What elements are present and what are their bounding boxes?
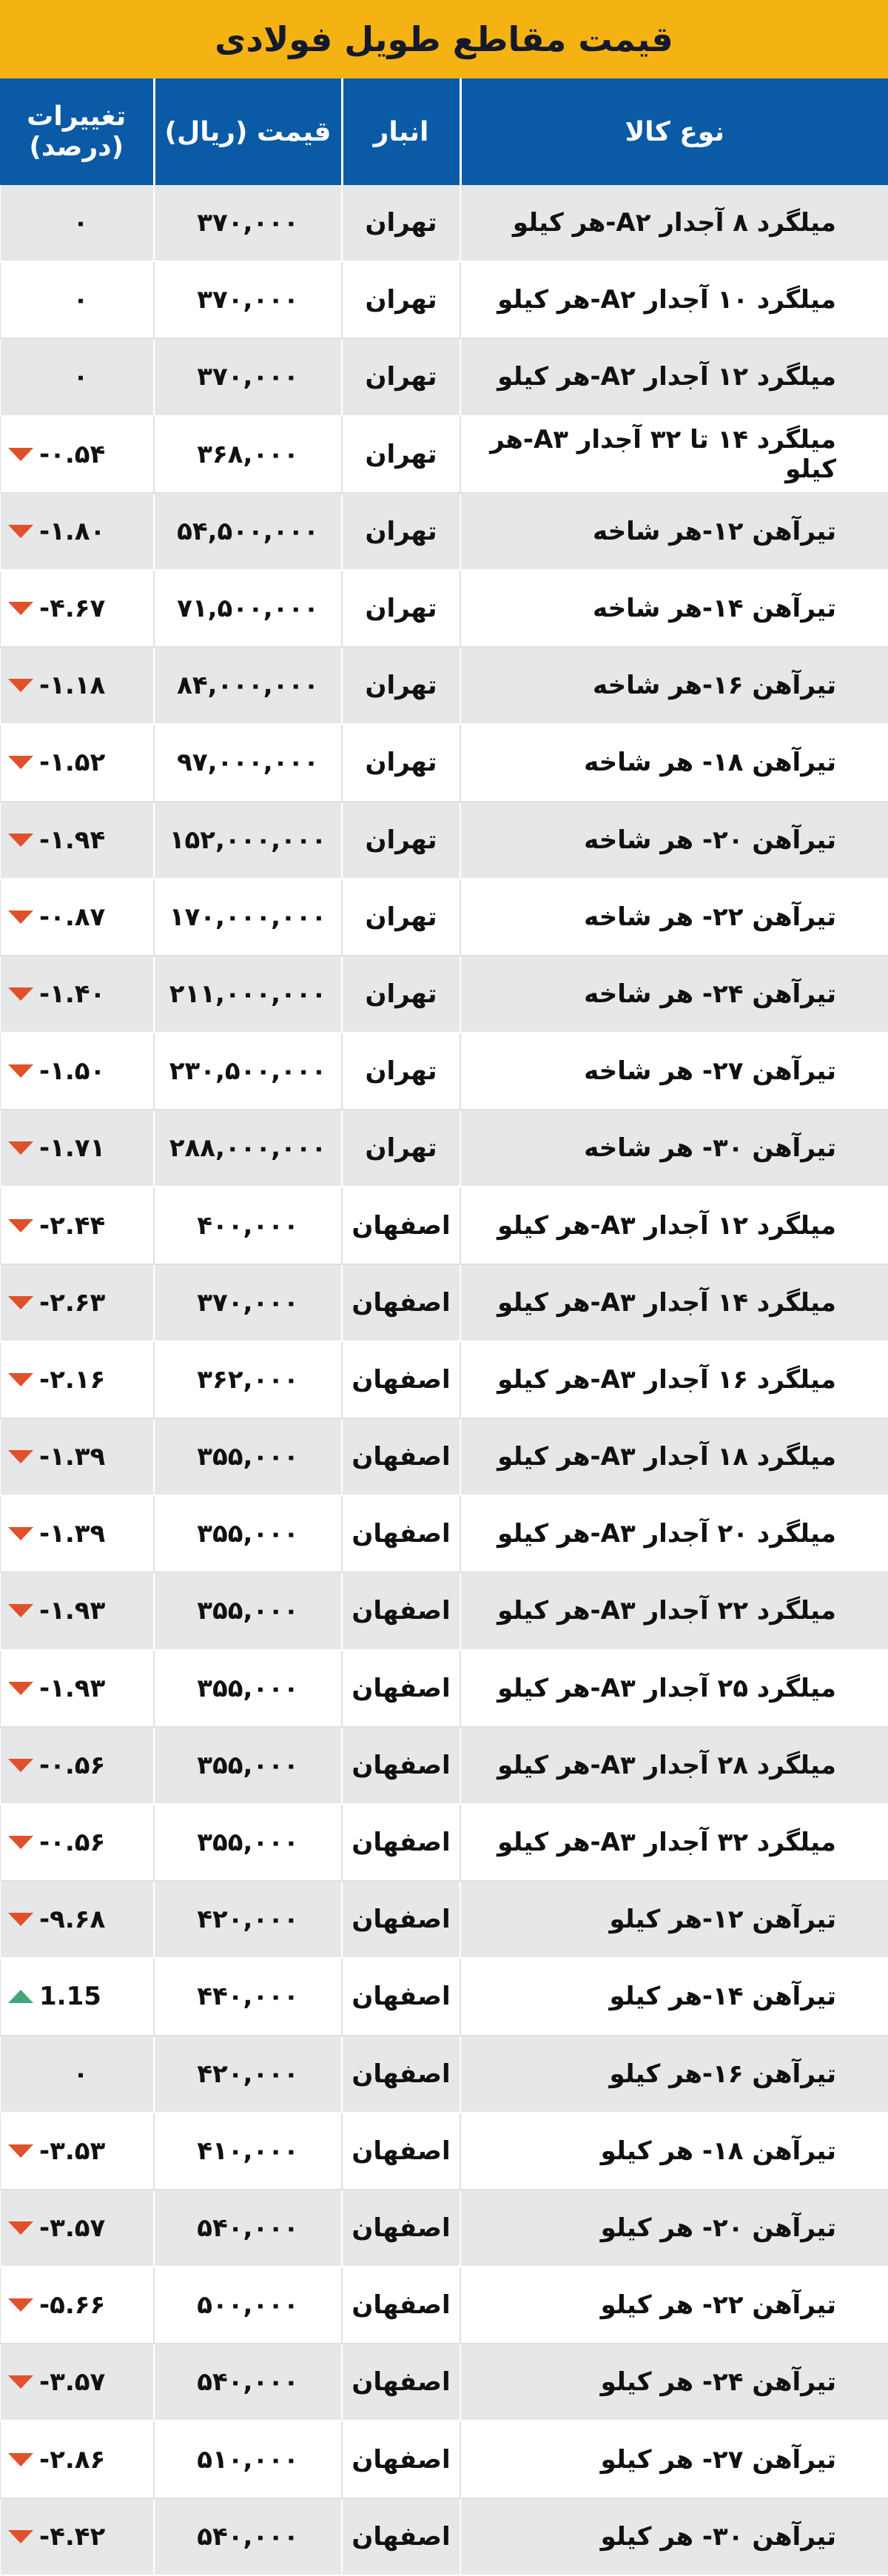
product-name-cell: تیرآهن ۱۶-هر شاخه: [460, 647, 888, 724]
product-name-cell: میلگرد ۱۰ آجدار A۲-هر کیلو: [460, 261, 888, 338]
change-wrapper: [8, 440, 153, 469]
triangle-down-icon: [8, 2530, 33, 2543]
warehouse-cell: اصفهان: [342, 1804, 460, 1881]
product-name-cell: میلگرد ۱۸ آجدار A۳-هر کیلو: [460, 1418, 888, 1495]
change-cell: [0, 956, 154, 1033]
product-name-cell: میلگرد ۸ آجدار A۲-هر کیلو: [460, 185, 888, 261]
table-row: [0, 493, 888, 570]
price-cell: ۴۴۰,۰۰۰: [154, 1958, 342, 2035]
change-value: -۱.۱۸: [39, 671, 106, 701]
warehouse-cell: تهران: [342, 647, 460, 724]
change-cell: [0, 2036, 154, 2113]
product-name-cell: تیرآهن ۱۶-هر کیلو: [460, 2036, 888, 2113]
price-cell: ۸۴,۰۰۰,۰۰۰: [154, 647, 342, 724]
product-name-cell: تیرآهن ۳۰- هر شاخه: [460, 1110, 888, 1187]
table-row: [0, 1495, 888, 1572]
change-wrapper: [8, 979, 153, 1009]
price-cell: ۳۵۵,۰۰۰: [154, 1418, 342, 1495]
price-cell: ۳۵۵,۰۰۰: [154, 1727, 342, 1804]
change-wrapper: [8, 671, 153, 700]
change-cell: [0, 2344, 154, 2421]
change-cell: [0, 1650, 154, 1727]
price-cell: ۳۶۸,۰۰۰: [154, 416, 342, 493]
change-value: ۰: [73, 208, 89, 238]
change-value: -۱.۳۹: [39, 1519, 106, 1549]
change-cell: [0, 1110, 154, 1187]
product-name-cell: میلگرد ۱۲ آجدار A۲-هر کیلو: [460, 338, 888, 415]
triangle-down-icon: [8, 910, 33, 924]
product-name-cell: تیرآهن ۲۰- هر شاخه: [460, 802, 888, 879]
change-value: -۰.۵۶: [39, 1828, 106, 1858]
change-wrapper: [8, 1365, 153, 1395]
change-value: -۱.۷۱: [39, 1133, 106, 1164]
change-value: -۳.۵۷: [39, 2213, 106, 2243]
change-value: -۰.۵۶: [39, 1750, 106, 1780]
warehouse-cell: اصفهان: [342, 2498, 460, 2575]
change-value: -۲.۴۴: [39, 1210, 106, 1241]
price-cell: ۷۱,۵۰۰,۰۰۰: [154, 570, 342, 647]
change-wrapper: [8, 1674, 153, 1703]
change-wrapper: [8, 1982, 153, 2011]
change-wrapper: [8, 1828, 153, 1857]
change-cell: [0, 1341, 154, 1418]
change-wrapper: [8, 362, 153, 392]
warehouse-cell: اصفهان: [342, 1495, 460, 1572]
table-row: [0, 2498, 888, 2575]
change-wrapper: [8, 517, 153, 546]
triangle-down-icon: [8, 987, 33, 1001]
price-table: [0, 78, 888, 2576]
change-value: -۱.۴۰: [39, 979, 106, 1009]
product-name-cell: تیرآهن ۲۲- هر شاخه: [460, 879, 888, 956]
change-cell: [0, 802, 154, 879]
change-value: -۱.۹۳: [39, 1673, 106, 1703]
change-value: -۹.۶۸: [39, 1905, 106, 1935]
table-row: [0, 1727, 888, 1804]
change-cell: [0, 2498, 154, 2575]
triangle-down-icon: [8, 1219, 33, 1232]
warehouse-cell: اصفهان: [342, 1187, 460, 1264]
warehouse-cell: اصفهان: [342, 2344, 460, 2421]
header-product: نوع کالا: [460, 78, 888, 185]
table-row: [0, 1958, 888, 2035]
change-cell: [0, 1264, 154, 1341]
table-row: [0, 1187, 888, 1264]
triangle-down-icon: [8, 1064, 33, 1078]
triangle-down-icon: [8, 2375, 33, 2389]
price-cell: ۵۴۰,۰۰۰: [154, 2344, 342, 2421]
warehouse-cell: تهران: [342, 724, 460, 801]
change-value: -۰.۸۷: [39, 902, 106, 932]
price-cell: ۲۳۰,۵۰۰,۰۰۰: [154, 1033, 342, 1110]
change-value: -۴.۶۷: [39, 594, 106, 624]
triangle-down-icon: [8, 1373, 33, 1386]
table-row: [0, 2344, 888, 2421]
table-row: [0, 1264, 888, 1341]
change-cell: [0, 1958, 154, 2035]
product-name-cell: تیرآهن ۱۴-هر کیلو: [460, 1958, 888, 2035]
triangle-down-icon: [8, 1296, 33, 1309]
warehouse-cell: اصفهان: [342, 1650, 460, 1727]
change-cell: [0, 1727, 154, 1804]
warehouse-cell: اصفهان: [342, 1958, 460, 2035]
warehouse-cell: اصفهان: [342, 1341, 460, 1418]
triangle-down-icon: [8, 2298, 33, 2312]
change-wrapper: [8, 2445, 153, 2475]
change-cell: [0, 570, 154, 647]
price-cell: ۳۷۰,۰۰۰: [154, 1264, 342, 1341]
change-cell: [0, 1572, 154, 1649]
price-cell: ۱۵۲,۰۰۰,۰۰۰: [154, 802, 342, 879]
change-cell: [0, 416, 154, 493]
triangle-down-icon: [8, 2453, 33, 2466]
change-value: -۱.۸۰: [39, 516, 106, 546]
price-cell: ۴۲۰,۰۰۰: [154, 1881, 342, 1958]
change-cell: [0, 493, 154, 570]
table-row: [0, 1418, 888, 1495]
price-cell: ۳۷۰,۰۰۰: [154, 338, 342, 415]
product-name-cell: میلگرد ۲۰ آجدار A۳-هر کیلو: [460, 1495, 888, 1572]
triangle-down-icon: [8, 1450, 33, 1463]
price-cell: ۵۴۰,۰۰۰: [154, 2190, 342, 2267]
table-row: [0, 338, 888, 415]
warehouse-cell: تهران: [342, 416, 460, 493]
triangle-down-icon: [8, 756, 33, 769]
warehouse-cell: تهران: [342, 879, 460, 956]
warehouse-cell: اصفهان: [342, 2113, 460, 2190]
warehouse-cell: اصفهان: [342, 1727, 460, 1804]
change-value: -۱.۹۴: [39, 825, 106, 855]
change-wrapper: [8, 2367, 153, 2397]
change-value: -۱.۵۰: [39, 1056, 106, 1087]
table-row: [0, 879, 888, 956]
change-cell: [0, 2113, 154, 2190]
triangle-down-icon: [8, 602, 33, 615]
change-cell: [0, 724, 154, 801]
warehouse-cell: تهران: [342, 570, 460, 647]
table-row: [0, 956, 888, 1033]
warehouse-cell: تهران: [342, 956, 460, 1033]
change-wrapper: [8, 208, 153, 238]
header-price: قیمت (ریال): [154, 78, 342, 185]
table-row: [0, 1341, 888, 1418]
price-cell: ۹۷,۰۰۰,۰۰۰: [154, 724, 342, 801]
triangle-down-icon: [8, 833, 33, 847]
change-cell: [0, 1418, 154, 1495]
change-wrapper: [8, 285, 153, 315]
triangle-down-icon: [8, 1836, 33, 1849]
table-row: [0, 1033, 888, 1110]
product-name-cell: تیرآهن ۲۷- هر کیلو: [460, 2421, 888, 2498]
product-name-cell: تیرآهن ۱۲-هر کیلو: [460, 1881, 888, 1958]
change-wrapper: [8, 2522, 153, 2552]
table-row: [0, 1881, 888, 1958]
table-row: [0, 185, 888, 261]
price-cell: ۳۵۵,۰۰۰: [154, 1572, 342, 1649]
change-wrapper: [8, 902, 153, 932]
change-cell: [0, 2421, 154, 2498]
change-cell: [0, 879, 154, 956]
triangle-down-icon: [8, 1682, 33, 1695]
change-cell: [0, 185, 154, 261]
triangle-up-icon: [8, 1990, 33, 2003]
warehouse-cell: تهران: [342, 185, 460, 261]
change-wrapper: [8, 1596, 153, 1626]
product-name-cell: تیرآهن ۱۲-هر شاخه: [460, 493, 888, 570]
product-name-cell: تیرآهن ۳۰- هر کیلو: [460, 2498, 888, 2575]
change-cell: [0, 338, 154, 415]
price-cell: ۳۵۵,۰۰۰: [154, 1804, 342, 1881]
table-row: [0, 724, 888, 801]
table-header-row: [0, 78, 888, 185]
change-value: -۲.۶۳: [39, 1287, 106, 1318]
warehouse-cell: تهران: [342, 261, 460, 338]
warehouse-cell: اصفهان: [342, 2036, 460, 2113]
warehouse-cell: تهران: [342, 1033, 460, 1110]
change-wrapper: [8, 1288, 153, 1318]
triangle-down-icon: [8, 525, 33, 538]
change-wrapper: [8, 1519, 153, 1549]
product-name-cell: میلگرد ۱۴ تا ۳۲ آجدار A۳-هر کیلو: [460, 416, 888, 493]
warehouse-cell: تهران: [342, 338, 460, 415]
change-value: ۰: [73, 285, 89, 315]
table-row: [0, 1110, 888, 1187]
change-wrapper: [8, 2059, 153, 2089]
price-cell: ۴۱۰,۰۰۰: [154, 2113, 342, 2190]
table-row: [0, 2036, 888, 2113]
change-value: -۱.۵۲: [39, 748, 106, 778]
warehouse-cell: تهران: [342, 1110, 460, 1187]
triangle-down-icon: [8, 1604, 33, 1617]
change-cell: [0, 1881, 154, 1958]
price-cell: ۵۴۰,۰۰۰: [154, 2498, 342, 2575]
triangle-down-icon: [8, 1913, 33, 1926]
product-name-cell: تیرآهن ۲۴- هر کیلو: [460, 2344, 888, 2421]
triangle-down-icon: [8, 679, 33, 692]
change-cell: [0, 647, 154, 724]
warehouse-cell: اصفهان: [342, 1264, 460, 1341]
table-row: [0, 802, 888, 879]
price-cell: ۵۱۰,۰۰۰: [154, 2421, 342, 2498]
product-name-cell: میلگرد ۳۲ آجدار A۳-هر کیلو: [460, 1804, 888, 1881]
price-cell: ۱۷۰,۰۰۰,۰۰۰: [154, 879, 342, 956]
product-name-cell: تیرآهن ۱۴-هر شاخه: [460, 570, 888, 647]
change-value: -۰.۵۴: [39, 439, 106, 469]
change-wrapper: [8, 825, 153, 855]
triangle-down-icon: [8, 2221, 33, 2235]
change-wrapper: [8, 594, 153, 623]
warehouse-cell: تهران: [342, 493, 460, 570]
header-change: تغییرات (درصد): [0, 78, 154, 185]
change-value: ۰: [73, 362, 89, 392]
change-wrapper: [8, 1133, 153, 1163]
change-wrapper: [8, 1211, 153, 1241]
change-cell: [0, 1495, 154, 1572]
warehouse-cell: تهران: [342, 802, 460, 879]
triangle-down-icon: [8, 1141, 33, 1155]
change-cell: [0, 1187, 154, 1264]
product-name-cell: میلگرد ۱۴ آجدار A۳-هر کیلو: [460, 1264, 888, 1341]
header-warehouse: انبار: [342, 78, 460, 185]
price-cell: ۲۸۸,۰۰۰,۰۰۰: [154, 1110, 342, 1187]
table-row: [0, 2113, 888, 2190]
change-wrapper: [8, 1751, 153, 1780]
table-row: [0, 1572, 888, 1649]
change-wrapper: [8, 2290, 153, 2320]
change-cell: [0, 2267, 154, 2344]
product-name-cell: تیرآهن ۲۷- هر شاخه: [460, 1033, 888, 1110]
price-cell: ۲۱۱,۰۰۰,۰۰۰: [154, 956, 342, 1033]
change-cell: [0, 1033, 154, 1110]
product-name-cell: تیرآهن ۲۴- هر شاخه: [460, 956, 888, 1033]
price-cell: ۳۷۰,۰۰۰: [154, 185, 342, 261]
warehouse-cell: اصفهان: [342, 1881, 460, 1958]
triangle-down-icon: [8, 2144, 33, 2158]
change-wrapper: [8, 1442, 153, 1472]
price-cell: ۳۶۲,۰۰۰: [154, 1341, 342, 1418]
table-row: [0, 647, 888, 724]
warehouse-cell: اصفهان: [342, 1572, 460, 1649]
change-wrapper: [8, 1905, 153, 1934]
table-row: [0, 416, 888, 493]
product-name-cell: تیرآهن ۲۰- هر کیلو: [460, 2190, 888, 2267]
table-row: [0, 2267, 888, 2344]
table-row: [0, 1804, 888, 1881]
table-row: [0, 2190, 888, 2267]
change-value: -۲.۸۶: [39, 2444, 106, 2475]
change-wrapper: [8, 1056, 153, 1086]
price-cell: ۳۷۰,۰۰۰: [154, 261, 342, 338]
table-row: [0, 570, 888, 647]
change-value: ۰: [73, 2059, 89, 2089]
change-cell: [0, 1804, 154, 1881]
table-row: [0, 1650, 888, 1727]
change-wrapper: [8, 2136, 153, 2166]
price-cell: ۴۲۰,۰۰۰: [154, 2036, 342, 2113]
triangle-down-icon: [8, 1527, 33, 1540]
price-cell: ۵۴,۵۰۰,۰۰۰: [154, 493, 342, 570]
warehouse-cell: اصفهان: [342, 1418, 460, 1495]
change-value: -۳.۵۳: [39, 2136, 106, 2166]
change-wrapper: [8, 2213, 153, 2243]
price-cell: ۳۵۵,۰۰۰: [154, 1495, 342, 1572]
triangle-down-icon: [8, 448, 33, 461]
product-name-cell: تیرآهن ۲۲- هر کیلو: [460, 2267, 888, 2344]
change-value: 1.15: [39, 1982, 101, 2012]
product-name-cell: میلگرد ۱۲ آجدار A۳-هر کیلو: [460, 1187, 888, 1264]
page-title: قیمت مقاطع طویل فولادی: [0, 0, 888, 78]
change-wrapper: [8, 748, 153, 777]
change-value: -۴.۴۲: [39, 2521, 106, 2552]
change-value: -۳.۵۷: [39, 2367, 106, 2398]
price-cell: ۴۰۰,۰۰۰: [154, 1187, 342, 1264]
change-value: -۱.۹۳: [39, 1596, 106, 1626]
table-row: [0, 261, 888, 338]
price-cell: ۵۰۰,۰۰۰: [154, 2267, 342, 2344]
price-cell: ۳۵۵,۰۰۰: [154, 1650, 342, 1727]
table-row: [0, 2421, 888, 2498]
triangle-down-icon: [8, 1759, 33, 1772]
change-cell: [0, 261, 154, 338]
change-value: -۲.۱۶: [39, 1364, 106, 1395]
product-name-cell: میلگرد ۱۶ آجدار A۳-هر کیلو: [460, 1341, 888, 1418]
product-name-cell: میلگرد ۲۲ آجدار A۳-هر کیلو: [460, 1572, 888, 1649]
change-cell: [0, 2190, 154, 2267]
product-name-cell: میلگرد ۲۸ آجدار A۳-هر کیلو: [460, 1727, 888, 1804]
product-name-cell: میلگرد ۲۵ آجدار A۳-هر کیلو: [460, 1650, 888, 1727]
product-name-cell: تیرآهن ۱۸- هر کیلو: [460, 2113, 888, 2190]
product-name-cell: تیرآهن ۱۸- هر شاخه: [460, 724, 888, 801]
warehouse-cell: اصفهان: [342, 2421, 460, 2498]
change-value: -۵.۶۶: [39, 2290, 106, 2321]
warehouse-cell: اصفهان: [342, 2267, 460, 2344]
warehouse-cell: اصفهان: [342, 2190, 460, 2267]
change-value: -۱.۳۹: [39, 1442, 106, 1472]
table-body: [0, 185, 888, 2575]
